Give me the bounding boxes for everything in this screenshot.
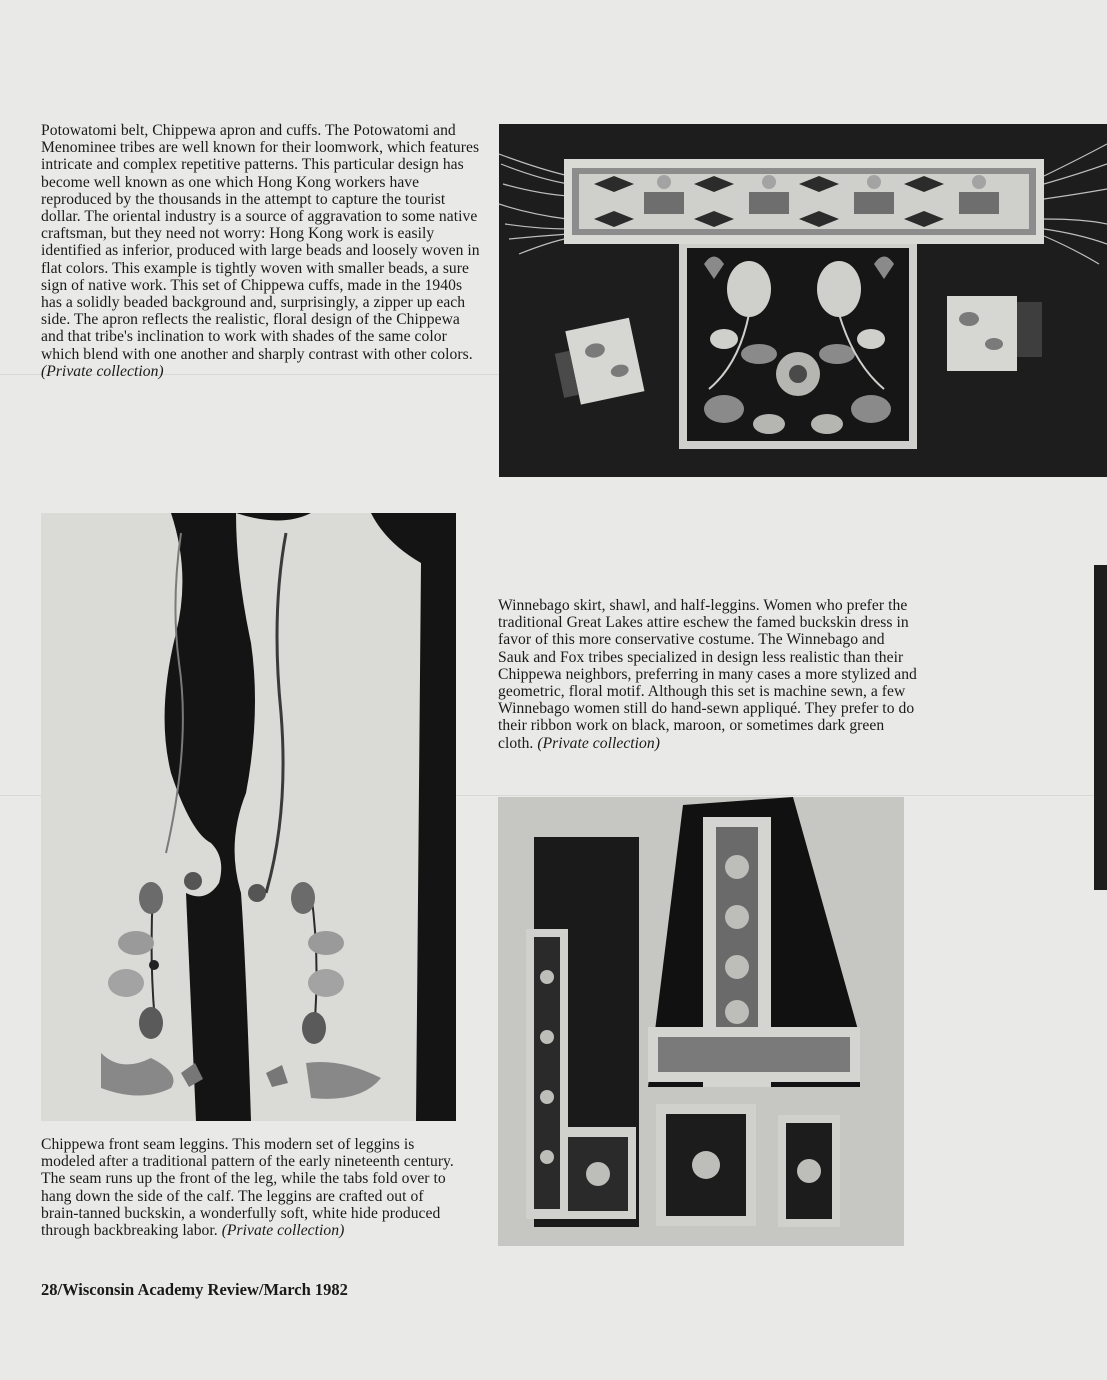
caption-credit: (Private collection) (537, 734, 660, 752)
caption-credit: (Private collection) (41, 362, 164, 380)
caption-winnebago (498, 597, 918, 752)
caption-text: Chippewa front seam leggins. This modern set of leggins is modeled after a traditional pattern of the early nineteenth century. The seam runs up the front of the leg, while the tabs fold over to hang down the side of the calf. The leggins are crafted out of brain-tanned buckskin, a wonderfully soft, white hide produced through backbreaking labor. (41, 1136, 454, 1240)
adjacent-page-edge (1094, 565, 1107, 890)
caption-text: Winnebago skirt, shawl, and half-leggins. Women who prefer the traditional Great Lakes attire eschew the famed buckskin dress in favor of this more conservative costume. The Winnebago and Sauk and Fox tribes specialized in design less realistic than their Chippewa neighbors, preferring in many cases a more stylized and geometric, floral motif. Although this set is machine sewn, a few Winnebago women still do hand-sewn appliqué. They prefer to do their ribbon work on black, maroon, or sometimes dark green cloth. (498, 597, 917, 752)
caption-text: Potowatomi belt, Chippewa apron and cuffs. The Potowatomi and Menominee tribes are well known for their loomwork, which features intricate and complex repetitive patterns. This particular design has become well known as one which Hong Kong workers have reproduced by the thousands in the attempt to capture the tourist dollar. The oriental industry is a source of aggravation to some native craftsman, but they need not worry: Hong Kong work is easily identified as inferior, produced with large beads and loosely woven in flat colors. This example is tightly woven with smaller beads, a sure sign of native work. This set of Chippewa cuffs, made in the 1940s has a solidly beaded background and, surprisingly, a zipper up each side. The apron reflects the realistic, floral design of the Chippewa and that tribe's inclination to work with shades of the same color which blend with one another and sharply contrast with other colors. (41, 122, 480, 363)
leggins-illustration (41, 513, 456, 1121)
caption-leggins (41, 1136, 456, 1239)
winnebago-illustration (498, 797, 904, 1246)
photo-belt-apron-cuffs (499, 124, 1107, 477)
page-folio: 28/Wisconsin Academy Review/March 1982 (41, 1280, 348, 1299)
photo-leggins (41, 513, 456, 1121)
caption-belt-apron (41, 122, 486, 380)
photo-winnebago-skirt (498, 797, 904, 1246)
belt-apron-illustration (499, 124, 1107, 477)
caption-credit: (Private collection) (221, 1222, 345, 1240)
